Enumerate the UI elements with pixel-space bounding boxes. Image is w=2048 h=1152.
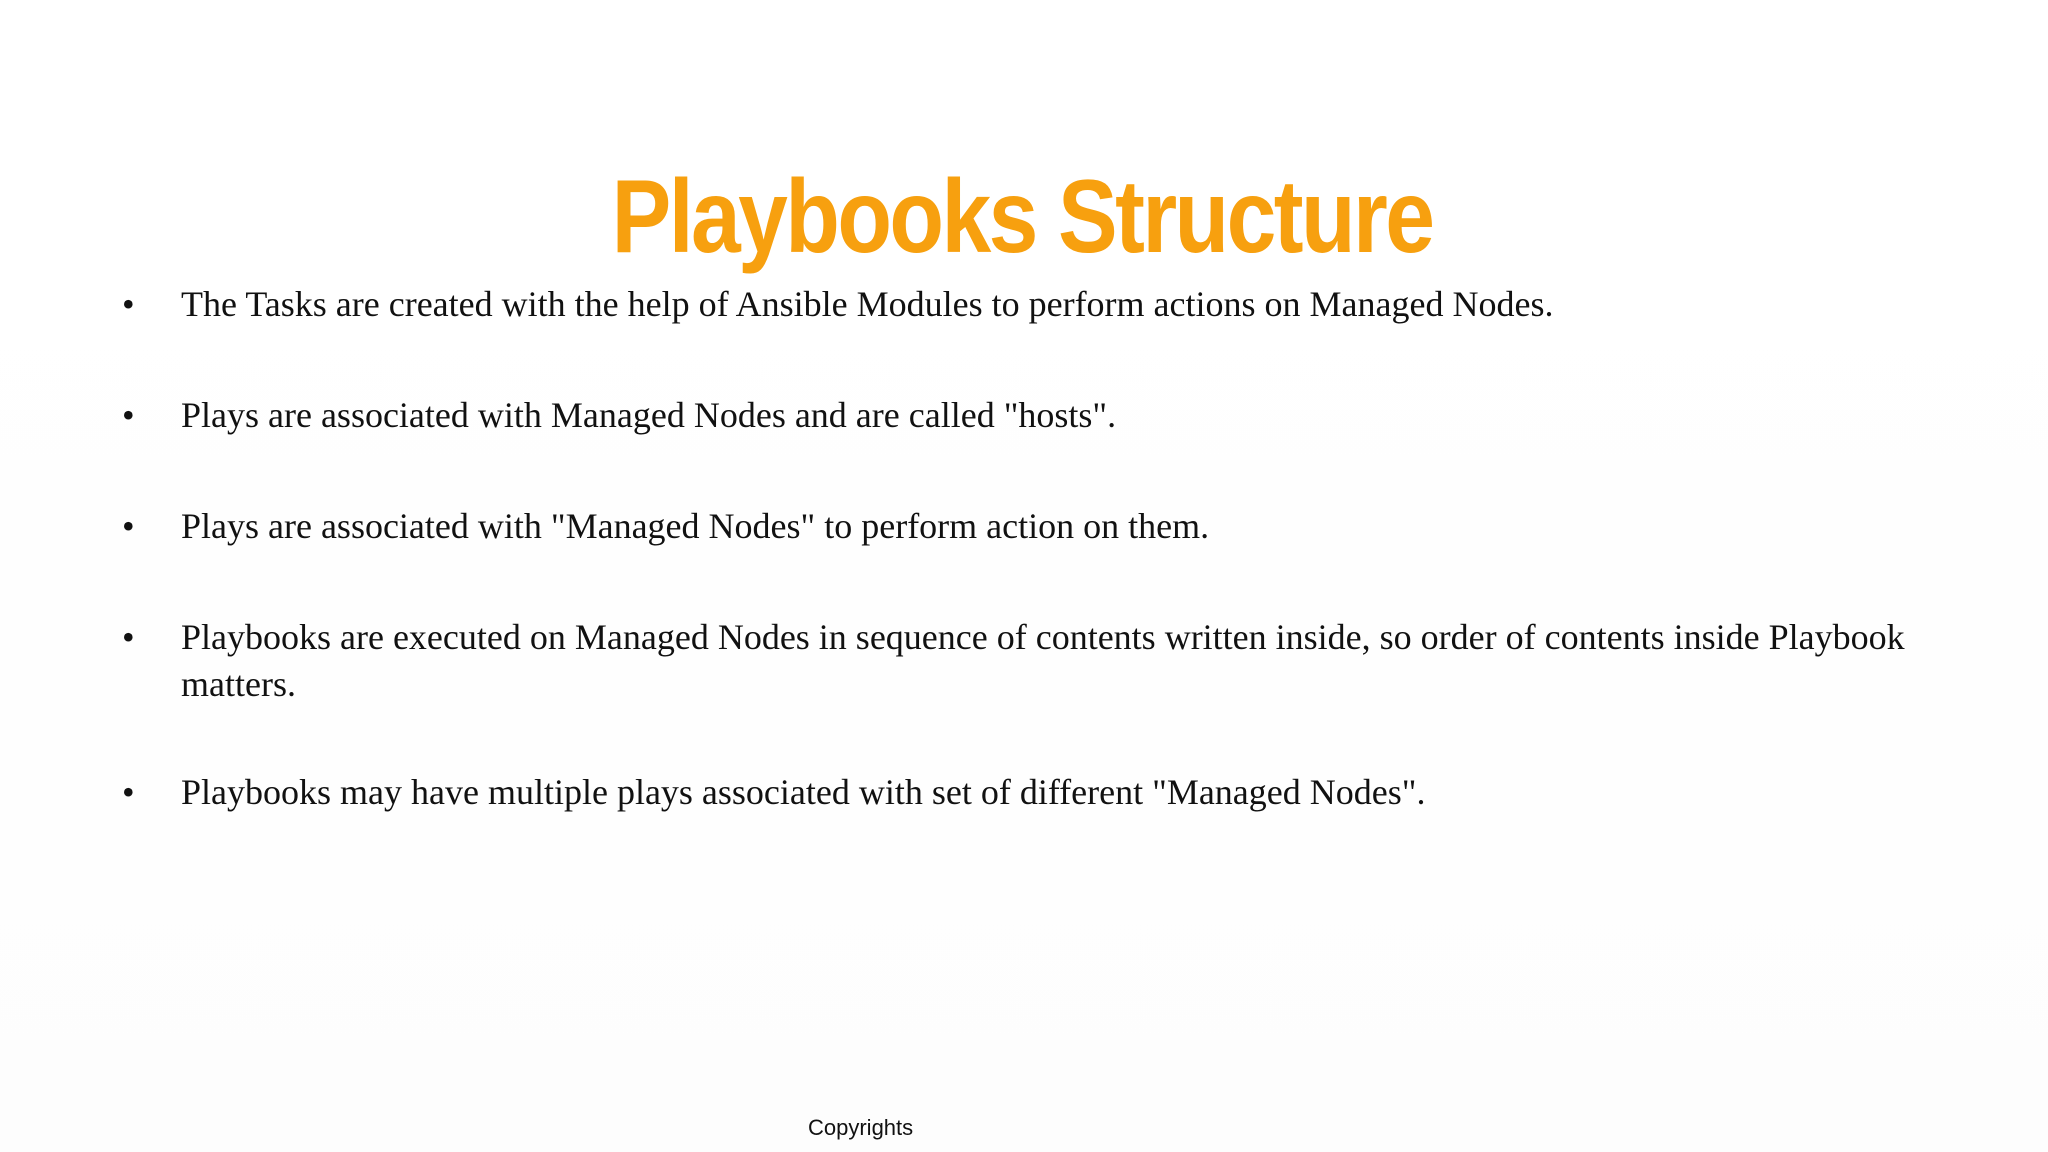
bullet-icon: • [122, 772, 135, 812]
bullet-text: Plays are associated with Managed Nodes and are called "hosts". [181, 395, 1117, 435]
footer-copyright: Copyrights [808, 1115, 914, 1140]
bullet-text: Plays are associated with "Managed Nodes" to perform action on them. [181, 506, 1210, 546]
bullet-icon: • [122, 395, 135, 435]
slide-title: Playbooks Structure [611, 158, 1433, 275]
bullet-icon: • [122, 617, 135, 657]
bullet-text: Playbooks are executed on Managed Nodes in sequence of contents written inside, so order of contents inside Playbook matters. [181, 617, 1905, 704]
bullet-text: The Tasks are created with the help of Ansible Modules to perform actions on Managed Nodes. [181, 284, 1554, 324]
bullet-icon: • [122, 506, 135, 546]
bullet-icon: • [122, 284, 135, 324]
bullet-text: Playbooks may have multiple plays associated with set of different "Managed Nodes". [181, 772, 1426, 812]
